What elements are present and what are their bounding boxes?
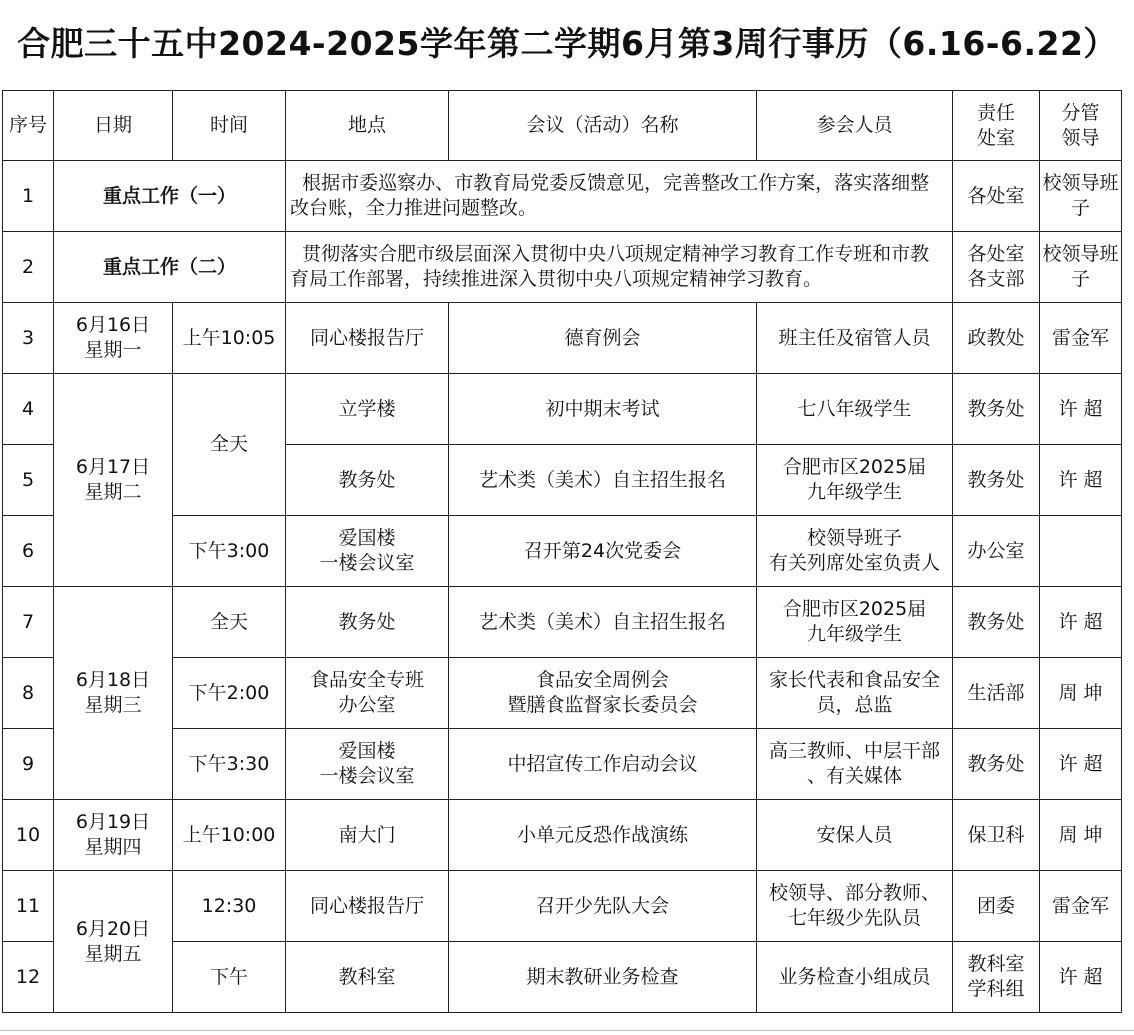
table-row bbox=[3, 232, 1122, 303]
date-cell: 6月20日 星期五 bbox=[54, 871, 173, 1013]
place-cell: 食品安全专班 办公室 bbox=[286, 658, 449, 729]
date-cell: 6月18日 星期三 bbox=[54, 587, 173, 800]
office-cell: 各处室 bbox=[953, 161, 1040, 232]
office-cell: 教科室 学科组 bbox=[953, 942, 1040, 1013]
activity-cell: 中招宣传工作启动会议 bbox=[449, 729, 757, 800]
date-cell: 6月19日 星期四 bbox=[54, 800, 173, 871]
time-cell: 12:30 bbox=[173, 871, 286, 942]
people-cell: 高三教师、中层干部 、有关媒体 bbox=[757, 729, 953, 800]
place-cell: 爱国楼 一楼会议室 bbox=[286, 729, 449, 800]
people-cell: 七八年级学生 bbox=[757, 374, 953, 445]
table-row bbox=[3, 800, 1122, 871]
key-work-label: 重点工作（二） bbox=[54, 232, 286, 303]
seq-cell: 12 bbox=[3, 942, 54, 1013]
leader-cell: 雷金军 bbox=[1040, 871, 1122, 942]
office-cell: 教务处 bbox=[953, 729, 1040, 800]
leader-cell: 周 坤 bbox=[1040, 800, 1122, 871]
leader-cell: 许 超 bbox=[1040, 729, 1122, 800]
office-cell: 政教处 bbox=[953, 303, 1040, 374]
people-cell: 班主任及宿管人员 bbox=[757, 303, 953, 374]
leader-cell: 许 超 bbox=[1040, 587, 1122, 658]
leader-cell bbox=[1040, 516, 1122, 587]
table-row bbox=[3, 303, 1122, 374]
office-cell: 办公室 bbox=[953, 516, 1040, 587]
office-cell: 教务处 bbox=[953, 374, 1040, 445]
people-cell: 合肥市区2025届 九年级学生 bbox=[757, 445, 953, 516]
seq-cell: 11 bbox=[3, 871, 54, 942]
activity-cell: 小单元反恐作战演练 bbox=[449, 800, 757, 871]
activity-cell: 召开少先队大会 bbox=[449, 871, 757, 942]
time-cell: 下午2:00 bbox=[173, 658, 286, 729]
page-bottom-divider bbox=[0, 1030, 1134, 1031]
activity-cell: 德育例会 bbox=[449, 303, 757, 374]
leader-cell: 周 坤 bbox=[1040, 658, 1122, 729]
page-title: 合肥三十五中2024-2025学年第二学期6月第3周行事历（6.16-6.22） bbox=[17, 24, 1117, 63]
table-row bbox=[3, 374, 1122, 445]
date-cell: 6月16日 星期一 bbox=[54, 303, 173, 374]
office-cell: 保卫科 bbox=[953, 800, 1040, 871]
table-row bbox=[3, 587, 1122, 658]
time-cell: 上午10:05 bbox=[173, 303, 286, 374]
seq-cell: 2 bbox=[3, 232, 54, 303]
key-work-content: 根据市委巡察办、市教育局党委反馈意见，完善整改工作方案，落实落细整改台账，全力推进问题整改。 bbox=[286, 161, 953, 232]
time-cell: 下午3:00 bbox=[173, 516, 286, 587]
activity-cell: 期末教研业务检查 bbox=[449, 942, 757, 1013]
seq-cell: 10 bbox=[3, 800, 54, 871]
leader-cell: 许 超 bbox=[1040, 445, 1122, 516]
leader-cell: 雷金军 bbox=[1040, 303, 1122, 374]
leader-cell: 校领导班 子 bbox=[1040, 161, 1122, 232]
seq-cell: 6 bbox=[3, 516, 54, 587]
table-row bbox=[3, 871, 1122, 942]
place-cell: 教务处 bbox=[286, 445, 449, 516]
seq-cell: 4 bbox=[3, 374, 54, 445]
time-cell: 下午3:30 bbox=[173, 729, 286, 800]
people-cell: 校领导、部分教师、 七年级少先队员 bbox=[757, 871, 953, 942]
seq-cell: 5 bbox=[3, 445, 54, 516]
office-cell: 教务处 bbox=[953, 445, 1040, 516]
place-cell: 教务处 bbox=[286, 587, 449, 658]
people-cell: 校领导班子 有关列席处室负责人 bbox=[757, 516, 953, 587]
activity-cell: 召开第24次党委会 bbox=[449, 516, 757, 587]
activity-cell: 艺术类（美术）自主招生报名 bbox=[449, 587, 757, 658]
people-cell: 合肥市区2025届 九年级学生 bbox=[757, 587, 953, 658]
date-cell: 6月17日 星期二 bbox=[54, 374, 173, 587]
people-cell: 家长代表和食品安全 员，总监 bbox=[757, 658, 953, 729]
header-time: 时间 bbox=[173, 91, 286, 161]
header-seq: 序号 bbox=[3, 91, 54, 161]
office-cell: 教务处 bbox=[953, 587, 1040, 658]
activity-cell: 初中期末考试 bbox=[449, 374, 757, 445]
leader-cell: 许 超 bbox=[1040, 374, 1122, 445]
table-row bbox=[3, 161, 1122, 232]
header-name: 会议（活动）名称 bbox=[449, 91, 757, 161]
header-place: 地点 bbox=[286, 91, 449, 161]
place-cell: 同心楼报告厅 bbox=[286, 871, 449, 942]
place-cell: 立学楼 bbox=[286, 374, 449, 445]
time-cell: 下午 bbox=[173, 942, 286, 1013]
seq-cell: 1 bbox=[3, 161, 54, 232]
seq-cell: 7 bbox=[3, 587, 54, 658]
office-cell: 生活部 bbox=[953, 658, 1040, 729]
key-work-label: 重点工作（一） bbox=[54, 161, 286, 232]
office-cell: 各处室 各支部 bbox=[953, 232, 1040, 303]
time-cell: 全天 bbox=[173, 587, 286, 658]
header-office: 责任 处室 bbox=[953, 91, 1040, 161]
activity-cell: 食品安全周例会 暨膳食监督家长委员会 bbox=[449, 658, 757, 729]
office-cell: 团委 bbox=[953, 871, 1040, 942]
schedule-table bbox=[2, 90, 1122, 1013]
time-cell: 全天 bbox=[173, 374, 286, 516]
activity-cell: 艺术类（美术）自主招生报名 bbox=[449, 445, 757, 516]
seq-cell: 8 bbox=[3, 658, 54, 729]
header-date: 日期 bbox=[54, 91, 173, 161]
place-cell: 同心楼报告厅 bbox=[286, 303, 449, 374]
place-cell: 爱国楼 一楼会议室 bbox=[286, 516, 449, 587]
seq-cell: 3 bbox=[3, 303, 54, 374]
leader-cell: 许 超 bbox=[1040, 942, 1122, 1013]
people-cell: 业务检查小组成员 bbox=[757, 942, 953, 1013]
place-cell: 南大门 bbox=[286, 800, 449, 871]
seq-cell: 9 bbox=[3, 729, 54, 800]
leader-cell: 校领导班 子 bbox=[1040, 232, 1122, 303]
header-people: 参会人员 bbox=[757, 91, 953, 161]
header-leader: 分管 领导 bbox=[1040, 91, 1122, 161]
header-row bbox=[3, 91, 1122, 161]
key-work-content: 贯彻落实合肥市级层面深入贯彻中央八项规定精神学习教育工作专班和市教育局工作部署，持续推进深入贯彻中央八项规定精神学习教育。 bbox=[286, 232, 953, 303]
place-cell: 教科室 bbox=[286, 942, 449, 1013]
people-cell: 安保人员 bbox=[757, 800, 953, 871]
time-cell: 上午10:00 bbox=[173, 800, 286, 871]
